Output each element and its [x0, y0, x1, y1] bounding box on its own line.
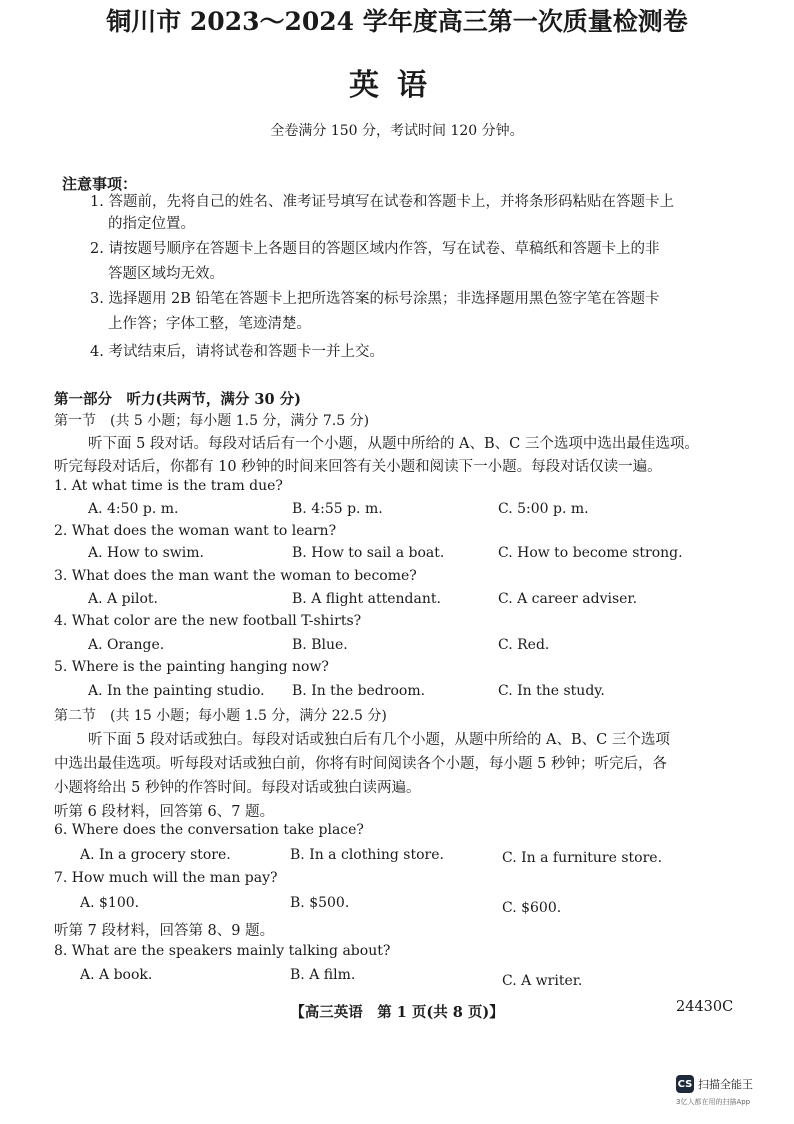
- notice-item-2: 2. 请按题号顺序在答题卡上各题目的答题区域内作答，写在试卷、草稿纸和答题卡上的非: [90, 241, 660, 257]
- q8-option-c: C. A writer.: [502, 973, 583, 989]
- score-line: 全卷满分 150 分，考试时间 120 分钟。: [270, 123, 524, 139]
- q7-option-b: B. $500.: [290, 895, 350, 911]
- q8-option-a: A. A book.: [80, 967, 153, 983]
- section1-heading: 第一节 (共 5 小题；每小题 1.5 分，满分 7.5 分): [54, 413, 370, 429]
- notice-item-4: 4. 考试结束后，请将试卷和答题卡一并上交。: [90, 344, 384, 360]
- q6-option-c: C. In a furniture store.: [502, 850, 663, 866]
- question-7: 7. How much will the man pay?: [54, 870, 278, 886]
- section2-instruction-cont2: 小题将给出 5 秒钟的作答时间。每段对话或独白读两遍。: [54, 780, 421, 796]
- q3-option-a: A. A pilot.: [88, 591, 158, 607]
- q5-option-a: A. In the painting studio.: [88, 683, 265, 699]
- q5-option-b: B. In the bedroom.: [292, 683, 426, 699]
- scanner-watermark: [676, 1075, 753, 1093]
- q3-option-c: C. A career adviser.: [498, 591, 638, 607]
- notice-heading: 注意事项：: [62, 175, 138, 193]
- material-6-note: 听第 6 段材料，回答第 6、7 题。: [54, 804, 275, 820]
- q4-option-c: C. Red.: [498, 637, 550, 653]
- watermark-app-name: 扫描全能王: [698, 1078, 753, 1091]
- paper-code: 24430C: [676, 999, 734, 1015]
- q1-option-a: A. 4:50 p. m.: [88, 501, 179, 517]
- q6-option-a: A. In a grocery store.: [80, 847, 231, 863]
- question-5: 5. Where is the painting hanging now?: [54, 659, 329, 675]
- q1-option-c: C. 5:00 p. m.: [498, 501, 589, 517]
- section2-instruction: 听下面 5 段对话或独白。每段对话或独白后有几个小题，从题中所给的 A、B、C 三个选项: [88, 732, 670, 748]
- notice-item-3-cont: 上作答；字体工整，笔迹清楚。: [108, 316, 311, 332]
- q1-option-b: B. 4:55 p. m.: [292, 501, 383, 517]
- q7-option-c: C. $600.: [502, 900, 562, 916]
- q7-option-a: A. $100.: [80, 895, 140, 911]
- section2-instruction-cont1: 中选出最佳选项。听每段对话或独白前，你将有时间阅读各个小题，每小题 5 秒钟；听完后，各: [54, 756, 667, 772]
- q4-option-a: A. Orange.: [88, 637, 165, 653]
- notice-item-1-cont: 的指定位置。: [108, 216, 195, 232]
- q8-option-b: B. A film.: [290, 967, 356, 983]
- question-3: 3. What does the man want the woman to become?: [54, 568, 417, 584]
- q2-option-c: C. How to become strong.: [498, 545, 683, 561]
- page-footer: 【高三英语 第 1 页(共 8 页)】: [290, 1004, 504, 1021]
- question-8: 8. What are the speakers mainly talking about?: [54, 943, 391, 959]
- question-6: 6. Where does the conversation take place?: [54, 822, 364, 838]
- exam-title: 铜川市 2023～2024 学年度高三第一次质量检测卷: [106, 7, 688, 36]
- question-2: 2. What does the woman want to learn?: [54, 523, 337, 539]
- q2-option-b: B. How to sail a boat.: [292, 545, 445, 561]
- section2-heading: 第二节 (共 15 小题；每小题 1.5 分，满分 22.5 分): [54, 708, 387, 724]
- notice-item-2-cont: 答题区域均无效。: [108, 266, 224, 282]
- notice-item-1: 1. 答题前，先将自己的姓名、准考证号填写在试卷和答题卡上，并将条形码粘贴在答题卡上: [90, 194, 674, 210]
- q5-option-c: C. In the study.: [498, 683, 605, 699]
- camscanner-logo-icon: CS: [676, 1075, 694, 1093]
- question-1: 1. At what time is the tram due?: [54, 478, 283, 494]
- section1-instruction-cont: 听完每段对话后，你都有 10 秒钟的时间来回答有关小题和阅读下一小题。每段对话仅读一遍。: [54, 459, 662, 475]
- watermark-tagline: 3亿人都在用的扫描App: [676, 1098, 751, 1106]
- notice-item-3: 3. 选择题用 2B 铅笔在答题卡上把所选答案的标号涂黑；非选择题用黑色签字笔在答题卡: [90, 291, 660, 307]
- part1-heading: 第一部分 听力(共两节，满分 30 分): [54, 391, 301, 408]
- material-7-note: 听第 7 段材料，回答第 8、9 题。: [54, 923, 275, 939]
- subject-title: 英语: [349, 68, 445, 103]
- q2-option-a: A. How to swim.: [88, 545, 204, 561]
- q6-option-b: B. In a clothing store.: [290, 847, 444, 863]
- question-4: 4. What color are the new football T-shirts?: [54, 613, 362, 629]
- q3-option-b: B. A flight attendant.: [292, 591, 441, 607]
- section1-instruction: 听下面 5 段对话。每段对话后有一个小题，从题中所给的 A、B、C 三个选项中选出最佳选项。: [88, 436, 699, 452]
- q4-option-b: B. Blue.: [292, 637, 348, 653]
